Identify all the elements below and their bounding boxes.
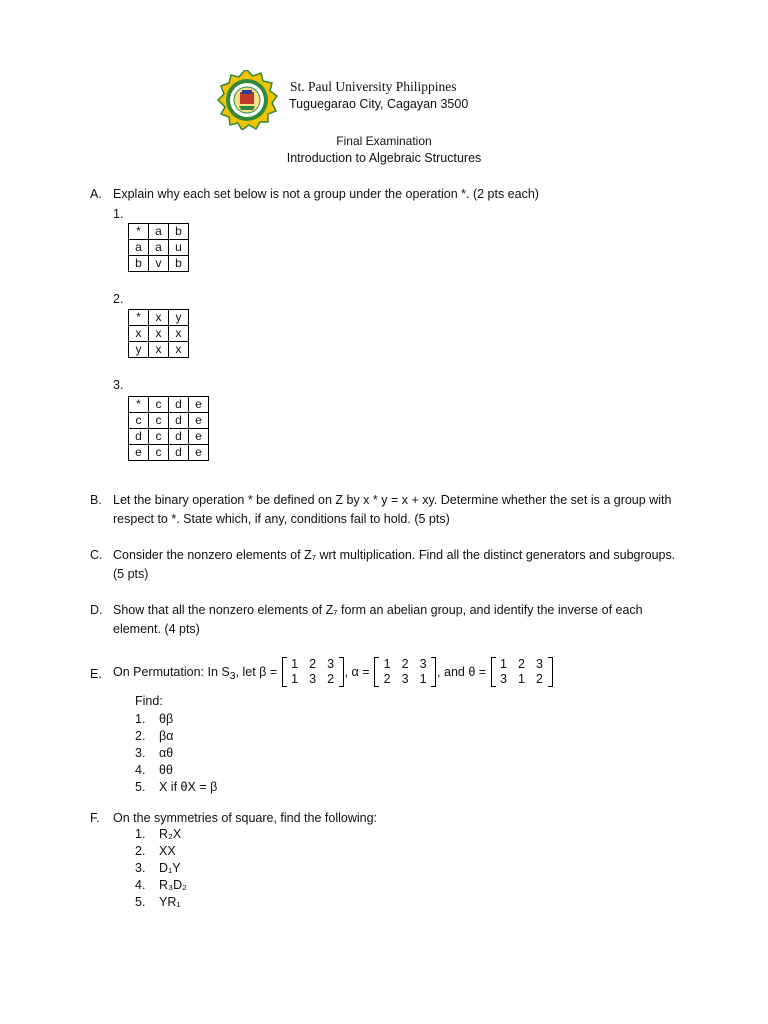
university-city: Tuguegarao City, Cagayan 3500 xyxy=(289,97,469,111)
section-d-letter: D. xyxy=(90,603,103,617)
table-cell: d xyxy=(169,445,189,461)
table-row xyxy=(129,342,189,358)
section-e-and-theta: , and θ = xyxy=(437,665,487,679)
section-b-letter: B. xyxy=(90,493,102,507)
section-e-let-beta: , let β = xyxy=(235,665,278,679)
table-cell: b xyxy=(169,224,189,240)
theta-matrix xyxy=(491,657,553,687)
list-item-number: 1. xyxy=(135,712,146,726)
list-item xyxy=(135,843,187,860)
table-cell: y xyxy=(169,310,189,326)
list-item-text: θθ xyxy=(159,763,173,777)
table-cell: * xyxy=(129,310,149,326)
section-f-text: On the symmetries of square, find the following: xyxy=(113,811,378,825)
table-cell: * xyxy=(129,224,149,240)
beta-matrix xyxy=(282,657,344,687)
section-c-text: Consider the nonzero elements of Z₇ wrt multiplication. Find all the distinct generators and subgroups. (5 pts) xyxy=(113,548,676,581)
table-cell: x xyxy=(149,310,169,326)
table-cell: c xyxy=(149,413,169,429)
section-f-list xyxy=(135,826,187,911)
table-row xyxy=(129,445,209,461)
list-item xyxy=(135,762,217,779)
matrix-entry: 3 xyxy=(309,672,317,686)
table-cell: c xyxy=(149,445,169,461)
table-cell: b xyxy=(169,256,189,272)
table-cell: x xyxy=(169,326,189,342)
list-item-number: 2. xyxy=(135,844,146,858)
matrix-entry: 3 xyxy=(419,657,427,671)
list-item xyxy=(135,711,217,728)
section-e-list xyxy=(135,711,217,796)
matrix-entry: 1 xyxy=(518,672,525,686)
list-item-number: 4. xyxy=(135,763,146,777)
list-item xyxy=(135,894,187,911)
section-e-intro-sub: 3 xyxy=(229,670,236,682)
table-cell: x xyxy=(169,342,189,358)
table-cell: c xyxy=(129,413,149,429)
table-cell: d xyxy=(129,429,149,445)
table-cell: e xyxy=(189,413,209,429)
list-item-number: 1. xyxy=(135,827,146,841)
table-cell: b xyxy=(129,256,149,272)
table-1-label: 1. xyxy=(113,207,124,221)
table-cell: e xyxy=(189,445,209,461)
operation-table-3 xyxy=(128,396,209,461)
list-item-number: 3. xyxy=(135,746,146,760)
list-item-number: 5. xyxy=(135,895,146,909)
matrix-entry: 1 xyxy=(419,672,427,686)
list-item-number: 4. xyxy=(135,878,146,892)
university-name: St. Paul University Philippines xyxy=(290,79,457,94)
list-item xyxy=(135,728,217,745)
matrix-entry: 3 xyxy=(327,657,335,671)
table-cell: c xyxy=(149,397,169,413)
table-row xyxy=(129,310,189,326)
table-cell: e xyxy=(189,397,209,413)
table-cell: * xyxy=(129,397,149,413)
university-seal-logo xyxy=(211,70,283,130)
list-item xyxy=(135,779,217,796)
list-item-text: D₁Y xyxy=(159,861,181,875)
table-2-label: 2. xyxy=(113,292,124,306)
list-item-number: 3. xyxy=(135,861,146,875)
table-cell: x xyxy=(149,342,169,358)
section-e-comma-alpha: , α = xyxy=(344,665,370,679)
matrix-row xyxy=(286,657,340,672)
table-cell: d xyxy=(169,413,189,429)
list-item-number: 2. xyxy=(135,729,146,743)
section-e-find-label: Find: xyxy=(135,694,163,708)
table-cell: e xyxy=(129,445,149,461)
section-e-permutation-line xyxy=(113,657,554,687)
matrix-row xyxy=(378,657,432,672)
matrix-row xyxy=(286,672,340,687)
section-a-letter: A. xyxy=(90,187,102,201)
section-a-text: Explain why each set below is not a group under the operation *. (2 pts each) xyxy=(113,187,539,201)
table-cell: x xyxy=(129,326,149,342)
matrix-row xyxy=(495,672,549,687)
section-e-letter: E. xyxy=(90,667,102,681)
matrix-entry: 3 xyxy=(401,672,409,686)
matrix-entry: 1 xyxy=(383,657,391,671)
matrix-entry: 3 xyxy=(500,672,507,686)
section-f-letter: F. xyxy=(90,811,100,825)
list-item xyxy=(135,745,217,762)
matrix-entry: 2 xyxy=(383,672,391,686)
table-cell: e xyxy=(189,429,209,445)
operation-table-1 xyxy=(128,223,189,272)
section-b-text: Let the binary operation * be defined on Z by x * y = x + xy. Determine whether the set is a group with respect to *. State which, if any, conditions fail to hold. (5 pts) xyxy=(113,493,672,526)
section-c-letter: C. xyxy=(90,548,103,562)
table-cell: a xyxy=(129,240,149,256)
list-item-text: X if θX = β xyxy=(159,780,218,794)
list-item-text: βα xyxy=(159,729,174,743)
matrix-row xyxy=(378,672,432,687)
table-row xyxy=(129,240,189,256)
course-title: Introduction to Algebraic Structures xyxy=(286,151,482,165)
table-cell: x xyxy=(149,326,169,342)
list-item xyxy=(135,860,187,877)
matrix-entry: 1 xyxy=(291,672,299,686)
exam-type: Final Examination xyxy=(336,134,432,148)
table-cell: v xyxy=(149,256,169,272)
matrix-row xyxy=(495,657,549,672)
alpha-matrix xyxy=(374,657,436,687)
list-item-text: R₃D₂ xyxy=(159,878,187,892)
table-cell: c xyxy=(149,429,169,445)
list-item xyxy=(135,826,187,843)
table-cell: a xyxy=(149,224,169,240)
section-e-intro: On Permutation: In S xyxy=(113,665,230,679)
table-cell: a xyxy=(149,240,169,256)
matrix-entry: 1 xyxy=(500,657,507,671)
list-item-number: 5. xyxy=(135,780,146,794)
table-row xyxy=(129,429,209,445)
list-item-text: θβ xyxy=(159,712,174,726)
table-row xyxy=(129,397,209,413)
operation-table-2 xyxy=(128,309,189,358)
list-item-text: αθ xyxy=(159,746,174,760)
table-row xyxy=(129,326,189,342)
table-cell: u xyxy=(169,240,189,256)
matrix-entry: 2 xyxy=(401,657,409,671)
matrix-entry: 2 xyxy=(309,657,317,671)
matrix-entry: 2 xyxy=(327,672,335,686)
table-row xyxy=(129,413,209,429)
matrix-entry: 3 xyxy=(536,657,543,671)
list-item xyxy=(135,877,187,894)
table-3-label: 3. xyxy=(113,378,124,392)
table-cell: d xyxy=(169,429,189,445)
matrix-entry: 2 xyxy=(518,657,525,671)
section-d-text: Show that all the nonzero elements of Z₇ form an abelian group, and identify the inverse of each element. (4 pts) xyxy=(113,603,643,636)
list-item-text: XX xyxy=(159,844,176,858)
table-cell: y xyxy=(129,342,149,358)
matrix-entry: 1 xyxy=(291,657,299,671)
table-cell: d xyxy=(169,397,189,413)
table-row xyxy=(129,256,189,272)
matrix-entry: 2 xyxy=(536,672,543,686)
list-item-text: R₂X xyxy=(159,827,182,841)
list-item-text: YR₁ xyxy=(159,895,181,909)
table-row xyxy=(129,224,189,240)
